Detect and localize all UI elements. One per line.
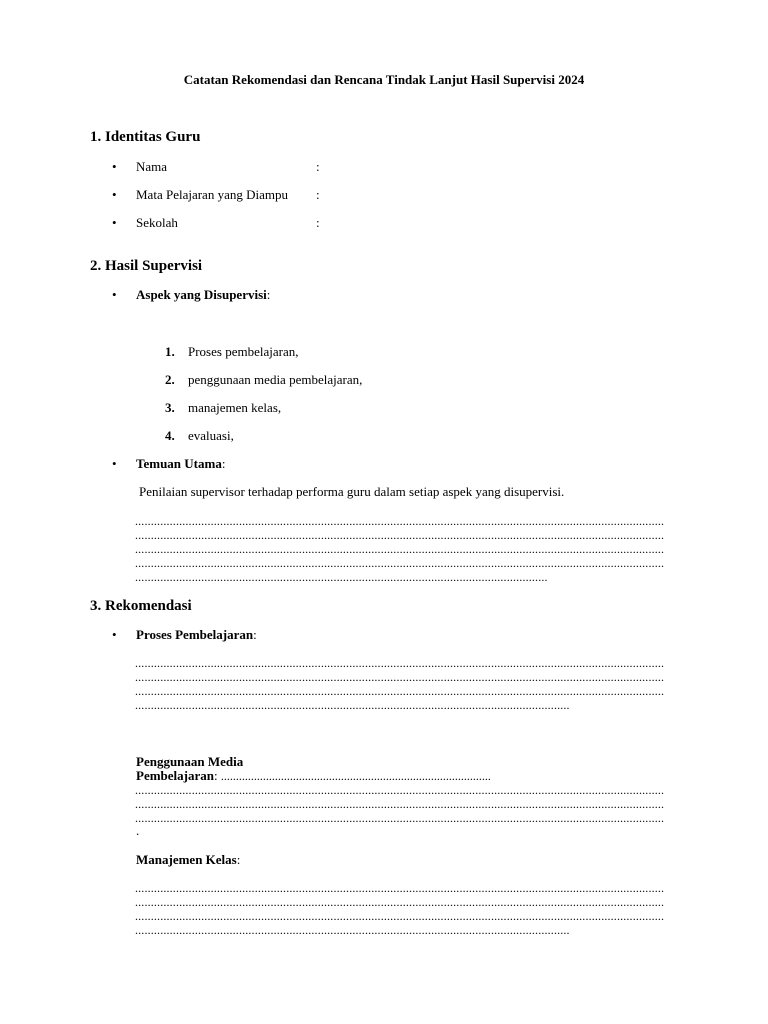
colon: : — [253, 627, 257, 642]
proses-label: Proses Pembelajaran — [136, 627, 254, 642]
bullet-icon: • — [112, 287, 117, 302]
manajemen-label-line — [136, 852, 240, 868]
answer-dotted-lines-proses: ........................................................................................................................................................................ ........................................................................................................................................................................ ........................................................................................................................................................................ .......................................................................................................................................... — [135, 656, 665, 712]
bullet-icon: • — [112, 456, 117, 471]
section-heading-rekomendasi: 3. Rekomendasi — [90, 598, 192, 614]
section-heading-identitas: 1. Identitas Guru — [90, 129, 201, 145]
aspek-number: 3. — [165, 400, 175, 415]
field-label-sekolah: Sekolah — [136, 215, 178, 230]
section-heading-hasil-supervisi: 2. Hasil Supervisi — [90, 258, 203, 274]
proses-label-line — [136, 627, 257, 643]
aspek-item-media: penggunaan media pembelajaran, — [188, 372, 363, 387]
field-colon: : — [316, 215, 320, 230]
field-label-nama: Nama — [136, 159, 168, 174]
aspek-label-line — [136, 287, 270, 303]
aspek-item-evaluasi: evaluasi, — [188, 428, 234, 443]
aspek-item-manajemen: manajemen kelas, — [188, 400, 282, 415]
colon: : — [213, 768, 218, 783]
answer-dotted-lines-temuan: ........................................................................................................................................................................ ........................................................................................................................................................................ ........................................................................................................................................................................ ........................................................................................................................................................................ ................................................................................................................................... — [135, 514, 665, 584]
aspek-item-proses: Proses pembelajaran, — [188, 344, 299, 359]
manajemen-label: Manajemen Kelas — [136, 852, 237, 867]
field-colon: : — [316, 187, 320, 202]
temuan-label-line — [136, 456, 225, 472]
bullet-icon: • — [112, 215, 117, 230]
colon: : — [266, 287, 271, 302]
aspek-number: 1. — [165, 344, 175, 359]
answer-dotted-lines-manajemen: ........................................................................................................................................................................ ........................................................................................................................................................................ ........................................................................................................................................................................ .......................................................................................................................................... — [135, 881, 665, 937]
aspek-number: 4. — [165, 428, 175, 443]
temuan-description: Penilaian supervisor terhadap performa guru dalam setiap aspek yang disupervisi. — [139, 484, 565, 499]
colon: : — [236, 852, 241, 867]
colon: : — [221, 456, 226, 471]
bullet-icon: • — [112, 187, 117, 202]
answer-dotted-inline-media: .......................................................................................... — [220, 769, 491, 783]
answer-dotted-lines-media: ........................................................................................................................................................................ ........................................................................................................................................................................ ........................................................................................................................................................................ — [135, 783, 665, 825]
temuan-label: Temuan Utama — [136, 456, 222, 471]
aspek-number: 2. — [165, 372, 175, 387]
field-label-mata-pelajaran: Mata Pelajaran yang Diampu — [136, 187, 288, 202]
field-colon: : — [316, 159, 320, 174]
document-title: Catatan Rekomendasi dan Rencana Tindak Lanjut Hasil Supervisi 2024 — [183, 72, 585, 87]
media-end-period: . — [136, 823, 140, 838]
aspek-label: Aspek yang Disupervisi — [136, 287, 267, 302]
media-label-line2-row — [136, 768, 491, 784]
media-label-line1: Penggunaan Media — [136, 754, 244, 769]
media-label-line2: Pembelajaran — [136, 768, 214, 783]
bullet-icon: • — [112, 159, 117, 174]
bullet-icon: • — [112, 627, 117, 642]
